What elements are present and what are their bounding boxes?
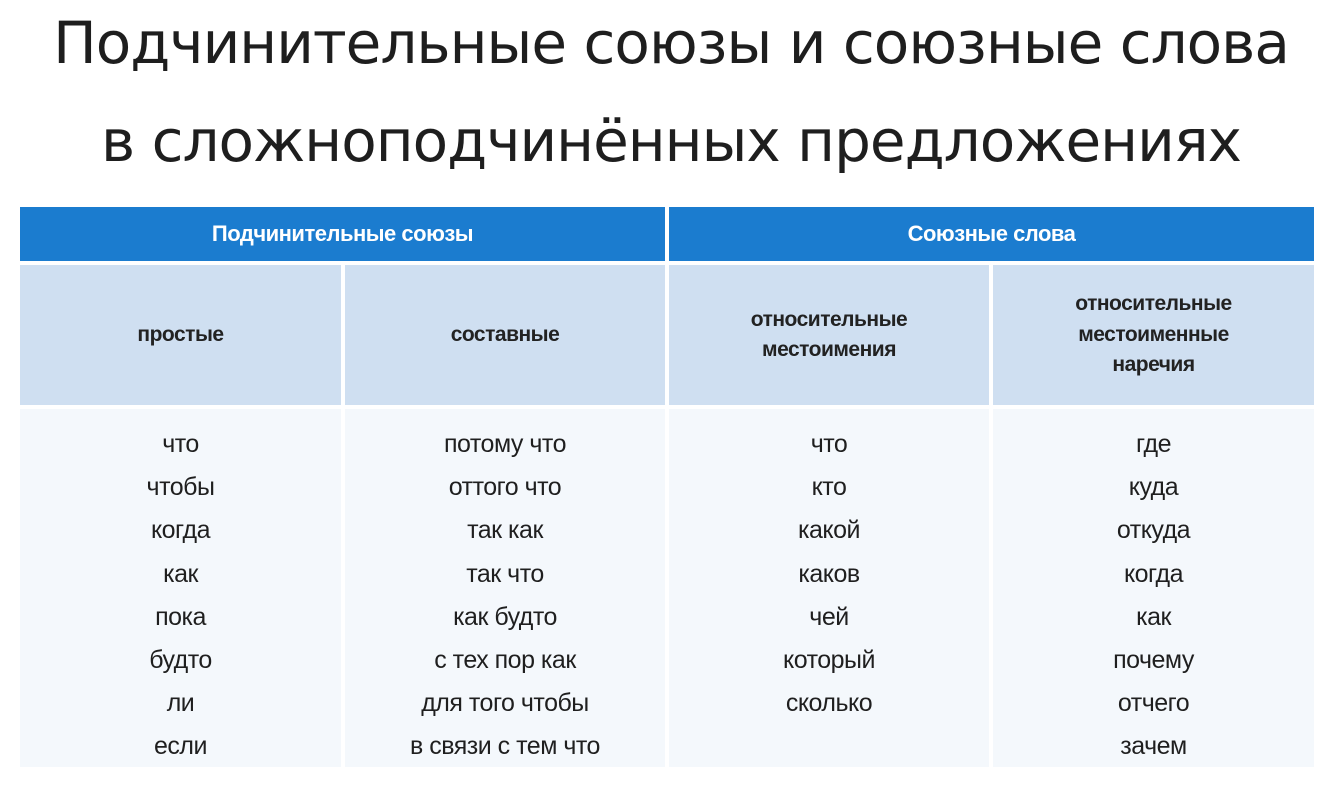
list-item: в связи с тем что bbox=[410, 732, 600, 761]
column-simple bbox=[20, 409, 341, 767]
list-item: каков bbox=[798, 559, 860, 588]
list-item: как bbox=[1136, 602, 1171, 631]
list-item: чтобы bbox=[146, 473, 215, 502]
list-item: когда bbox=[150, 516, 211, 545]
list-item: который bbox=[783, 646, 875, 675]
list-item: куда bbox=[1128, 473, 1179, 502]
list-item: с тех пор как bbox=[434, 646, 576, 675]
list-item: будто bbox=[149, 646, 212, 675]
subheader-text: составные bbox=[450, 322, 560, 346]
subheader-text: простые bbox=[137, 322, 224, 346]
column-relative-adverbs bbox=[993, 409, 1314, 767]
subheader-text: наречия bbox=[1112, 353, 1195, 377]
column-relative-pronouns bbox=[669, 409, 989, 767]
list-item: кто bbox=[811, 473, 847, 502]
list-item: когда bbox=[1123, 559, 1184, 588]
page-title bbox=[0, 0, 1342, 200]
column-compound bbox=[345, 409, 665, 767]
subheader-compound bbox=[345, 265, 665, 405]
list-item: пока bbox=[155, 602, 206, 631]
list-item: если bbox=[154, 732, 207, 761]
title-line-1: Подчинительные союзы и союзные слова bbox=[53, 9, 1289, 77]
subheader-text: местоимения bbox=[762, 338, 896, 361]
list-item: оттого что bbox=[448, 473, 562, 502]
list-item: чей bbox=[809, 602, 849, 631]
list-item: для того чтобы bbox=[421, 689, 589, 718]
list-item: ли bbox=[166, 689, 195, 718]
list-item: так как bbox=[467, 516, 543, 545]
list-item: как bbox=[163, 559, 198, 588]
list-item: где bbox=[1136, 430, 1171, 458]
subheader-simple bbox=[20, 265, 341, 405]
subheader-text: местоименные bbox=[1078, 322, 1229, 346]
list-item: отчего bbox=[1117, 689, 1190, 718]
conjunctions-table bbox=[20, 207, 1314, 767]
list-item: какой bbox=[798, 516, 860, 545]
list-item: сколько bbox=[785, 689, 873, 718]
subheader-text: относительные bbox=[1075, 292, 1232, 316]
subheader-relative-adverbs bbox=[993, 265, 1314, 405]
title-line-2: в сложноподчинённых предложениях bbox=[100, 107, 1242, 175]
list-item: зачем bbox=[1120, 732, 1187, 761]
list-item: что bbox=[810, 430, 848, 458]
list-item: так что bbox=[466, 559, 544, 588]
subheader-text: относительные bbox=[750, 307, 908, 331]
group-header-conjunctive-words: Союзные слова bbox=[669, 207, 1314, 261]
subheader-relative-pronouns bbox=[669, 265, 989, 405]
list-item: что bbox=[162, 430, 199, 458]
group-header-conjunctions: Подчинительные союзы bbox=[20, 207, 665, 261]
list-item: как будто bbox=[453, 602, 557, 631]
list-item: откуда bbox=[1116, 516, 1191, 545]
list-item: почему bbox=[1113, 646, 1194, 675]
list-item: потому что bbox=[444, 430, 566, 458]
